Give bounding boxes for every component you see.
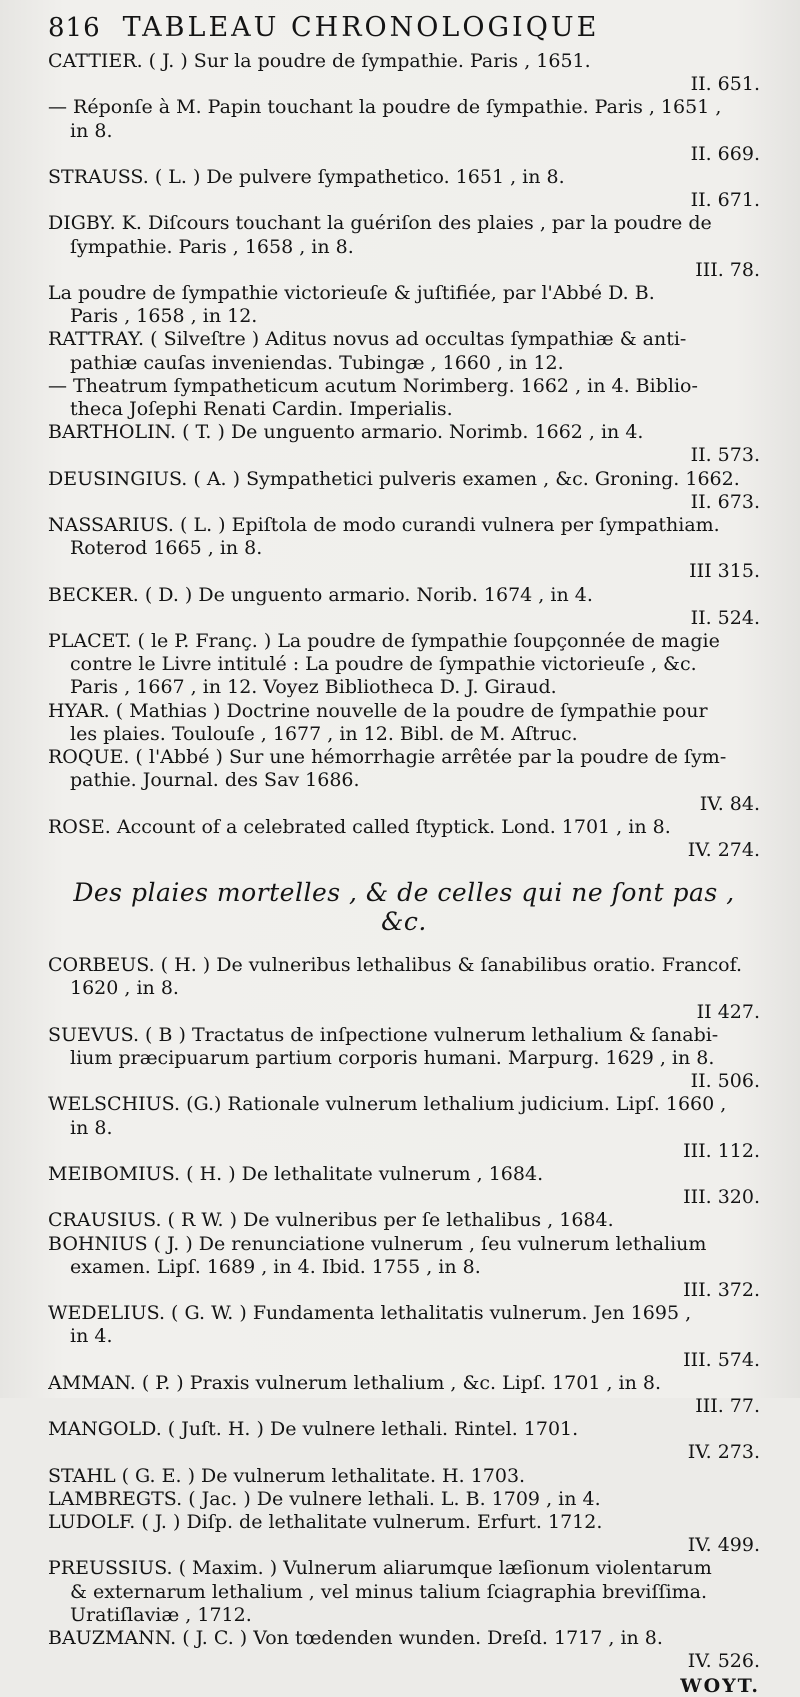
bibliography-entry (48, 700, 760, 746)
page-header (48, 12, 760, 50)
volume-page-reference: IV. 274. (687, 838, 760, 861)
entry-line: WEDELIUS. ( G. W. ) Fundamenta lethalitatis vulnerum. Jen 1695 , (48, 1302, 692, 1325)
bibliography-entry (48, 282, 760, 328)
entry-line: ROQUE. ( l'Abbé ) Sur une hémorrhagie arrêtée par la poudre de ſym- (48, 746, 727, 769)
entry-line: pathie. Journal. des Sav 1686. (70, 769, 360, 792)
entry-line: LAMBREGTS. ( Jac. ) De vulnere lethali. L. B. 1709 , in 4. (48, 1487, 601, 1510)
entry-line: — Réponſe à M. Papin touchant la poudre de ſympathie. Paris , 1651 , (48, 96, 722, 119)
entry-line: Paris , 1658 , in 12. (70, 305, 258, 328)
entry-line: — Theatrum ſympatheticum acutum Norimberg. 1662 , in 4. Biblio- (48, 374, 698, 397)
bibliography-entry (48, 50, 760, 96)
bibliography-entry (48, 1233, 760, 1303)
entry-line: BARTHOLIN. ( T. ) De unguento armario. Norimb. 1662 , in 4. (48, 421, 644, 444)
entry-line: lium præcipuarum partium corporis humani. Marpurg. 1629 , in 8. (70, 1046, 715, 1069)
bibliography-entry (48, 584, 760, 630)
bibliography-entry (48, 1372, 760, 1418)
bibliography-entry (48, 746, 760, 816)
bibliography-entry (48, 630, 760, 700)
volume-page-reference: II. 673. (690, 490, 760, 513)
volume-page-reference: II. 669. (690, 142, 760, 165)
entry-line: Uratiſlaviæ , 1712. (70, 1603, 252, 1626)
bibliography-entry (48, 1163, 760, 1209)
bibliography-entry (48, 954, 760, 1024)
catchword-signature: WOYT. (680, 1675, 760, 1697)
bibliography-entry (48, 1511, 760, 1557)
entry-line: BOHNIUS ( J. ) De renunciatione vulnerum , ſeu vulnerum lethalium (48, 1232, 707, 1255)
entry-line: MEIBOMIUS. ( H. ) De lethalitate vulnerum , 1684. (48, 1162, 544, 1185)
volume-page-reference: III. 77. (695, 1394, 760, 1417)
entry-line: BECKER. ( D. ) De unguento armario. Norib. 1674 , in 4. (48, 583, 593, 606)
bibliography-entry (48, 1465, 760, 1488)
bibliography-entry (48, 1093, 760, 1163)
bibliography-entry (48, 514, 760, 584)
entry-line: BAUZMANN. ( J. C. ) Von tœdenden wunden. Dreſd. 1717 , in 8. (48, 1627, 663, 1649)
volume-page-reference: III. 574. (683, 1348, 760, 1371)
volume-page-reference: II. 651. (690, 73, 760, 96)
entries-plaies-mortelles (48, 954, 760, 1673)
volume-page-reference: IV. 499. (687, 1534, 760, 1557)
bibliography-entry (48, 816, 760, 862)
entry-line: ſympathie. Paris , 1658 , in 8. (70, 235, 354, 258)
entry-line: Roterod 1665 , in 8. (70, 537, 263, 560)
entry-line: WELSCHIUS. (G.) Rationale vulnerum lethalium judicium. Lipſ. 1660 , (48, 1093, 727, 1116)
entry-line: ROSE. Account of a celebrated called ſtyptick. Lond. 1701 , in 8. (48, 815, 671, 838)
entry-line: & externarum lethalium , vel minus talium ſciagraphia breviſſima. (70, 1580, 708, 1603)
volume-page-reference: III. 112. (683, 1139, 760, 1162)
volume-page-reference: III 315. (689, 560, 760, 583)
entry-line: RATTRAY. ( Silveſtre ) Aditus novus ad occultas ſympathiæ & anti- (48, 328, 687, 351)
entry-line: CRAUSIUS. ( R W. ) De vulneribus per ſe lethalibus , 1684. (48, 1209, 614, 1232)
bibliography-entry (48, 1418, 760, 1464)
entry-line: examen. Lipſ. 1689 , in 4. Ibid. 1755 , in 8. (70, 1255, 481, 1278)
bibliography-entry (48, 1557, 760, 1627)
entry-line: LUDOLF. ( J. ) Diſp. de lethalitate vulnerum. Erfurt. 1712. (48, 1510, 603, 1533)
bibliography-entry (48, 1627, 760, 1673)
section-title: Des plaies mortelles , & de celles qui ne ſont pas , &c. (73, 878, 735, 937)
bibliography-entry (48, 421, 760, 467)
entry-line: PREUSSIUS. ( Maxim. ) Vulnerum aliarumque læſionum violentarum (48, 1557, 712, 1580)
bibliography-entry (48, 328, 760, 374)
entry-line: PLACET. ( le P. Franç. ) La poudre de ſympathie ſoupçonnée de magie (48, 630, 720, 653)
entry-line: STRAUSS. ( L. ) De pulvere ſympathetico. 1651 , in 8. (48, 166, 565, 189)
bibliography-entry (48, 96, 760, 166)
page-number: 816 (48, 13, 101, 43)
entries-sympathie (48, 50, 760, 862)
entry-line: NASSARIUS. ( L. ) Epiſtola de modo curandi vulnera per ſympathiam. (48, 514, 720, 537)
entry-line: pathiæ cauſas inveniendas. Tubingæ , 1660 , in 12. (70, 351, 564, 374)
entry-line: CATTIER. ( J. ) Sur la poudre de ſympathie. Paris , 1651. (48, 50, 591, 72)
entry-line: in 8. (70, 1116, 113, 1139)
entry-line: STAHL ( G. E. ) De vulnerum lethalitate. H. 1703. (48, 1464, 526, 1487)
entry-line: La poudre de ſympathie victorieuſe & juſtifiée, par l'Abbé D. B. (48, 282, 655, 305)
volume-page-reference: IV. 273. (687, 1441, 760, 1464)
volume-page-reference: III. 320. (683, 1186, 760, 1209)
volume-page-reference: IV. 84. (699, 792, 760, 815)
volume-page-reference: III. 78. (695, 258, 760, 281)
entry-line: Paris , 1667 , in 12. Voyez Bibliotheca D. J. Giraud. (70, 676, 557, 699)
volume-page-reference: II. 506. (690, 1070, 760, 1093)
bibliography-entry (48, 1488, 760, 1511)
entry-line: CORBEUS. ( H. ) De vulneribus lethalibus & ſanabilibus oratio. Francof. (48, 954, 743, 977)
entry-line: MANGOLD. ( Juſt. H. ) De vulnere lethali. Rintel. 1701. (48, 1418, 579, 1441)
volume-page-reference: II. 573. (690, 444, 760, 467)
entry-line: HYAR. ( Mathias ) Doctrine nouvelle de la poudre de ſympathie pour (48, 699, 708, 722)
entry-line: AMMAN. ( P. ) Praxis vulnerum lethalium , &c. Lipſ. 1701 , in 8. (48, 1371, 662, 1394)
entry-line: in 4. (70, 1325, 113, 1348)
bibliography-entry (48, 375, 760, 421)
volume-page-reference: II 427. (696, 1000, 760, 1023)
volume-page-reference: II. 671. (690, 189, 760, 212)
entry-line: les plaies. Toulouſe , 1677 , in 12. Bibl. de M. Aſtruc. (70, 722, 578, 745)
bibliography-entry (48, 1302, 760, 1372)
entry-line: DEUSINGIUS. ( A. ) Sympathetici pulveris examen , &c. Groning. 1662. (48, 467, 740, 490)
entry-line: contre le Livre intitulé : La poudre de ſympathie victorieuſe , &c. (70, 653, 697, 676)
entry-line: SUEVUS. ( B ) Tractatus de inſpectione vulnerum lethalium & ſanabi- (48, 1023, 719, 1046)
entry-line: in 8. (70, 119, 113, 142)
bibliography-entry (48, 212, 760, 282)
entry-line: 1620 , in 8. (70, 977, 179, 1000)
bibliography-entry (48, 166, 760, 212)
volume-page-reference: IV. 526. (687, 1650, 760, 1673)
bibliography-entry (48, 468, 760, 514)
running-title: TABLEAU CHRONOLOGIQUE (122, 12, 600, 43)
volume-page-reference: III. 372. (683, 1278, 760, 1301)
volume-page-reference: II. 524. (690, 606, 760, 629)
bibliography-entry (48, 1024, 760, 1094)
bibliography-entry (48, 1209, 760, 1232)
entry-line: theca Joſephi Renati Cardin. Imperialis. (70, 398, 453, 421)
entry-line: DIGBY. K. Diſcours touchant la guériſon des plaies , par la poudre de (48, 212, 712, 235)
